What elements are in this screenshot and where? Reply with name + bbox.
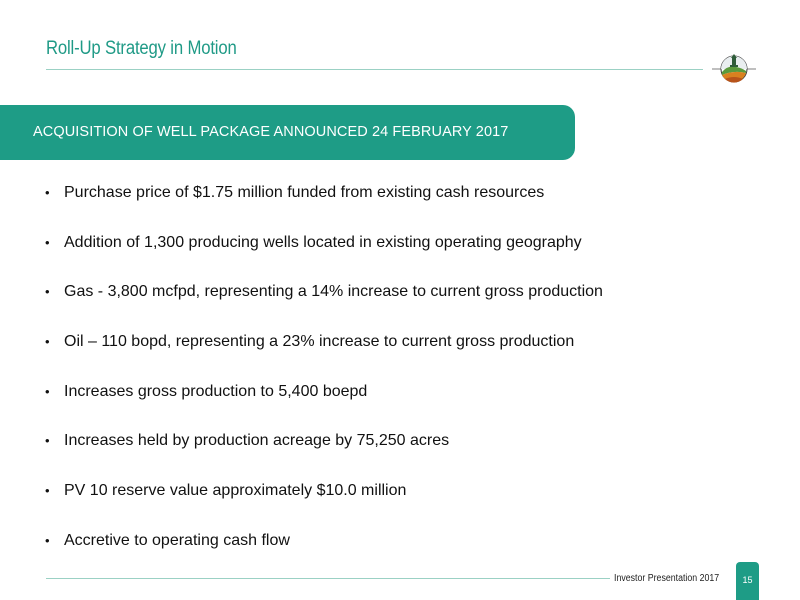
bullet-text: Purchase price of $1.75 million funded from existing cash resources: [64, 184, 545, 201]
slide-title: Roll-Up Strategy in Motion: [46, 38, 237, 59]
company-logo-icon: [712, 48, 756, 86]
bullet-text: Addition of 1,300 producing wells located in existing operating geography: [64, 233, 582, 251]
bullet-text: PV 10 reserve value approximately $10.0 million: [64, 482, 407, 500]
section-banner: [0, 105, 575, 160]
page-number: 15: [742, 575, 753, 585]
bullet-marker: •: [45, 334, 50, 350]
bullet-marker: •: [45, 383, 50, 399]
bullet-text: Gas - 3,800 mcfpd, representing a 14% increase to current gross production: [64, 283, 603, 301]
bullet-marker: •: [45, 234, 50, 250]
bullet-marker: •: [45, 185, 50, 200]
banner-heading: ACQUISITION OF WELL PACKAGE ANNOUNCED 24 FEBRUARY 2017: [33, 124, 509, 140]
bullet-text: Oil – 110 bopd, representing a 23% increase to current gross production: [64, 333, 575, 351]
bullet-marker: •: [45, 284, 50, 300]
bullet-marker: •: [45, 483, 50, 499]
bullet-marker: •: [45, 433, 50, 449]
bullet-marker: •: [45, 532, 50, 548]
bullet-text: Accretive to operating cash flow: [64, 531, 290, 549]
footer-divider: [46, 578, 610, 579]
footer-label: Investor Presentation 2017: [614, 573, 720, 584]
page-number-badge: [736, 562, 759, 600]
bullet-text: Increases held by production acreage by 75,250 acres: [64, 432, 450, 450]
title-divider: [46, 69, 703, 70]
bullet-text: Increases gross production to 5,400 boepd: [64, 382, 368, 400]
